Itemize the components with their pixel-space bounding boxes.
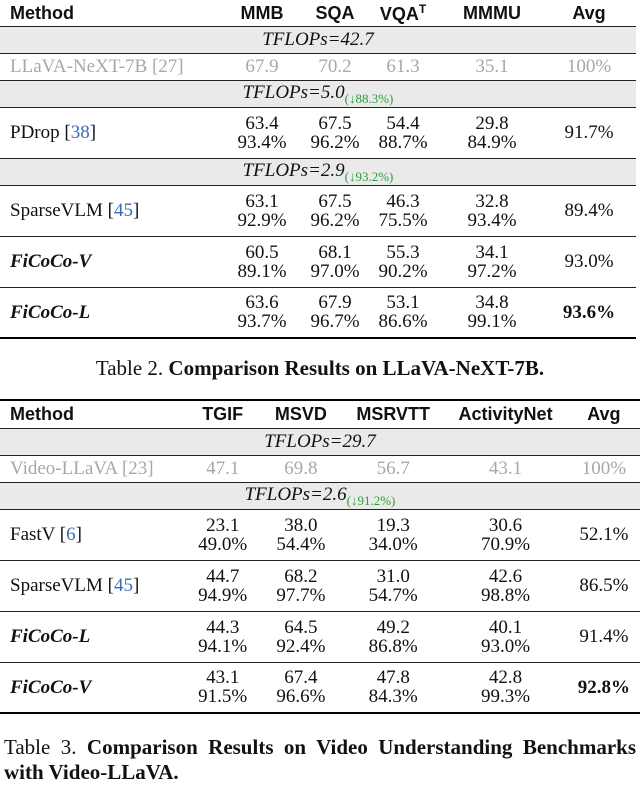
score-cell: 44.3 94.1% bbox=[198, 616, 248, 657]
avg-cell: 86.5% bbox=[579, 575, 629, 596]
score-cell: 67.5 96.2% bbox=[310, 190, 360, 231]
method-name: FiCoCo-L bbox=[10, 626, 91, 647]
avg-cell: 93.0% bbox=[564, 251, 614, 272]
header-msrvtt: MSRVTT bbox=[356, 404, 431, 425]
score-cell: 42.6 98.8% bbox=[481, 565, 531, 606]
score-cell: 63.4 93.4% bbox=[237, 112, 287, 153]
baseline-value: 70.2 bbox=[318, 56, 352, 77]
score-cell: 32.8 93.4% bbox=[467, 190, 517, 231]
method-name: PDrop [38] bbox=[10, 122, 97, 143]
score-cell: 23.1 49.0% bbox=[198, 514, 248, 555]
baseline-avg: 100% bbox=[581, 458, 627, 479]
method-name: FiCoCo-V bbox=[10, 251, 92, 272]
header-method: Method bbox=[10, 2, 74, 23]
score-cell: 67.9 96.7% bbox=[310, 292, 360, 333]
score-cell: 67.5 96.2% bbox=[310, 112, 360, 153]
baseline-tflops: TFLOPs=42.7 bbox=[262, 29, 374, 50]
header-vqa: $VQA^T$ bbox=[379, 1, 427, 24]
header-mmb: MMB bbox=[240, 2, 284, 23]
method-name: SparseVLM [45] bbox=[10, 575, 140, 596]
score-cell: 34.8 99.1% bbox=[467, 292, 517, 333]
baseline-value: 47.1 bbox=[206, 458, 240, 479]
score-cell: 44.7 94.9% bbox=[198, 565, 248, 606]
score-cell: 49.2 86.8% bbox=[368, 616, 418, 657]
score-cell: 38.0 54.4% bbox=[276, 514, 326, 555]
baseline-value: 69.8 bbox=[284, 458, 318, 479]
score-cell: 53.1 86.6% bbox=[378, 292, 428, 333]
baseline-value: 67.9 bbox=[245, 56, 279, 77]
video-llava-results-table bbox=[0, 399, 640, 714]
header-msvd: MSVD bbox=[274, 404, 327, 425]
baseline-value: 43.1 bbox=[488, 458, 523, 479]
header-method: Method bbox=[10, 404, 74, 425]
baseline-method: Video-LLaVA [23] bbox=[10, 458, 154, 479]
table2-caption: Table 2. Comparison Results on LLaVA-NeXT-7B. bbox=[95, 356, 545, 380]
score-cell: 63.6 93.7% bbox=[237, 292, 287, 333]
score-cell: 34.1 97.2% bbox=[467, 241, 517, 282]
group-tflops: $TFLOPs=2.6_{(↓91.2\%)}$ bbox=[244, 483, 396, 508]
avg-cell: 93.6% bbox=[562, 301, 616, 323]
avg-cell: 91.4% bbox=[579, 626, 629, 647]
score-cell: 67.4 96.6% bbox=[276, 667, 326, 708]
avg-cell: 89.4% bbox=[564, 200, 614, 221]
score-cell: 46.3 75.5% bbox=[378, 190, 428, 231]
avg-cell: 91.7% bbox=[564, 122, 614, 143]
baseline-tflops: TFLOPs=29.7 bbox=[264, 431, 376, 452]
method-name: FastV [6] bbox=[10, 524, 82, 545]
score-cell: 29.8 84.9% bbox=[467, 112, 517, 153]
header-sqa: SQA bbox=[315, 2, 355, 23]
header-avg: Avg bbox=[587, 404, 621, 425]
baseline-value: 56.7 bbox=[376, 458, 410, 479]
baseline-value: 35.1 bbox=[475, 56, 509, 77]
header-avg: Avg bbox=[572, 2, 606, 23]
method-name: FiCoCo-L bbox=[10, 301, 91, 323]
score-cell: 42.8 99.3% bbox=[481, 667, 531, 708]
score-cell: 19.3 34.0% bbox=[368, 514, 418, 555]
llava-next-results-table bbox=[0, 0, 636, 339]
score-cell: 54.4 88.7% bbox=[378, 112, 428, 153]
score-cell: 64.5 92.4% bbox=[276, 616, 326, 657]
header-mmmu: MMMU bbox=[463, 2, 521, 23]
baseline-value: 61.3 bbox=[386, 56, 420, 77]
score-cell: 60.5 89.1% bbox=[237, 241, 287, 282]
group-tflops: $TFLOPs=2.9_{(↓93.2\%)}$ bbox=[242, 159, 394, 184]
table3-caption: Table 3. Comparison Results on Video Understanding Benchmarks with Video-LLaVA. bbox=[4, 735, 636, 784]
score-cell: 47.8 84.3% bbox=[368, 667, 418, 708]
score-cell: 43.1 91.5% bbox=[198, 667, 248, 708]
score-cell: 63.1 92.9% bbox=[237, 190, 287, 231]
score-cell: 55.3 90.2% bbox=[378, 241, 428, 282]
score-cell: 30.6 70.9% bbox=[481, 514, 531, 555]
group-tflops: $TFLOPs=5.0_{(↓88.3\%)}$ bbox=[242, 81, 394, 106]
baseline-method: LLaVA-NeXT-7B [27] bbox=[10, 56, 184, 77]
baseline-avg: 100% bbox=[566, 56, 612, 77]
score-cell: 40.1 93.0% bbox=[481, 616, 531, 657]
score-cell: 31.0 54.7% bbox=[368, 565, 418, 606]
score-cell: 68.1 97.0% bbox=[310, 241, 360, 282]
method-name: FiCoCo-V bbox=[10, 676, 92, 698]
header-tgif: TGIF bbox=[202, 404, 244, 425]
header-activitynet: ActivityNet bbox=[458, 404, 553, 425]
method-name: SparseVLM [45] bbox=[10, 200, 140, 221]
avg-cell: 92.8% bbox=[577, 676, 630, 698]
score-cell: 68.2 97.7% bbox=[276, 565, 326, 606]
avg-cell: 52.1% bbox=[579, 524, 629, 545]
